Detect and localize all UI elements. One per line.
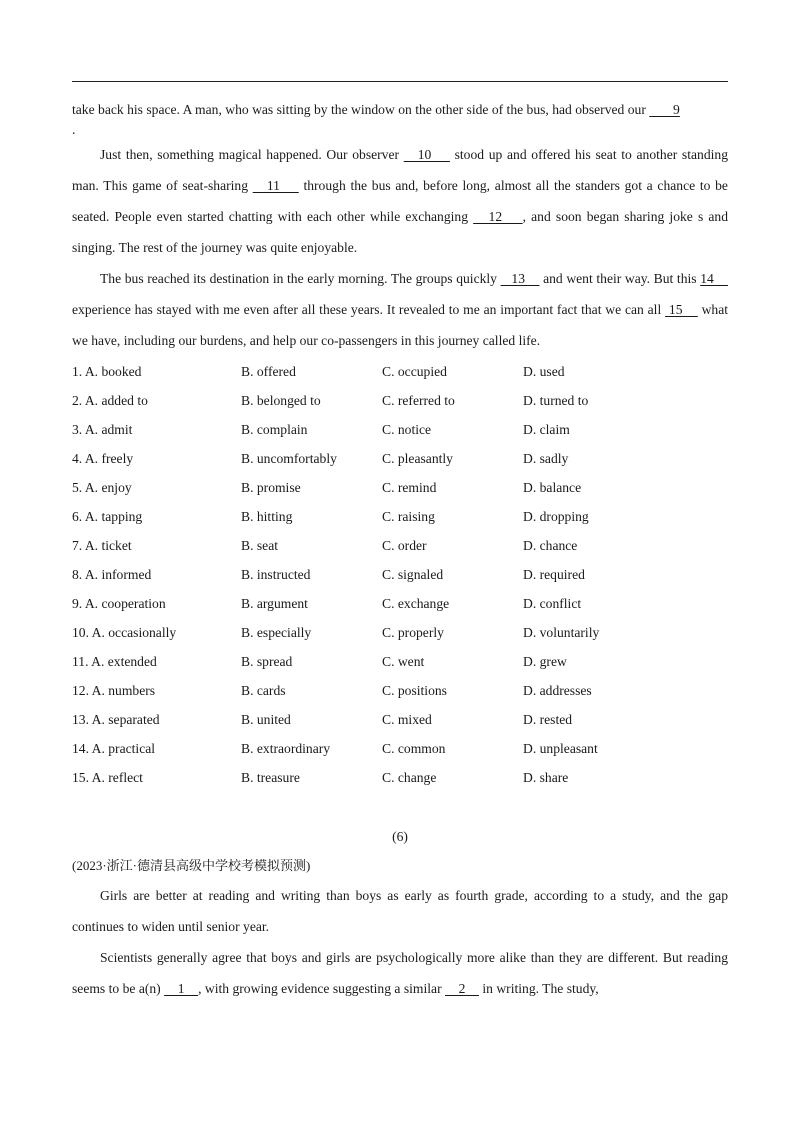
option-cell: D. voluntarily [523,624,600,640]
option-cell: B. extraordinary [241,740,331,756]
option-cell: C. referred to [382,392,455,408]
option-cell: 4. A. freely [72,450,134,466]
option-cell: D. rested [523,711,573,727]
option-row [72,444,683,473]
option-cell: C. order [382,537,427,553]
option-cell: D. share [523,769,569,785]
option-cell: C. went [382,653,425,669]
option-row [72,560,683,589]
option-row [72,531,683,560]
options-table [72,357,683,792]
option-cell: C. common [382,740,446,756]
section-number: (6) [392,829,408,844]
blank-9: 9 [649,102,680,117]
option-row [72,415,683,444]
option-cell: B. cards [241,682,286,698]
blank-14: 14 [700,271,729,286]
option-row [72,618,683,647]
blank-11: 11 [252,178,299,193]
option-row [72,589,683,618]
option-cell: 3. A. admit [72,421,133,437]
option-cell: B. argument [241,595,308,611]
passage-line-continued: take back his space. A man, who was sitting by the window on the other side of the bus, had observed our 9 [72,102,680,117]
option-cell: D. used [523,363,565,379]
option-cell: B. treasure [241,769,300,785]
option-row [72,473,683,502]
option-cell: D. dropping [523,508,589,524]
option-cell: 9. A. cooperation [72,595,166,611]
option-cell: D. unpleasant [523,740,598,756]
option-cell: C. remind [382,479,437,495]
option-cell: 10. A. occasionally [72,624,177,640]
option-cell: C. change [382,769,437,785]
option-cell: D. balance [523,479,582,495]
option-cell: C. raising [382,508,435,524]
option-cell: 7. A. ticket [72,537,132,553]
option-cell: D. grew [523,653,567,669]
option-cell: C. properly [382,624,444,640]
option-cell: D. sadly [523,450,569,466]
passage-paragraph-3: The bus reached its destination in the early morning. The groups quickly 13 and went their way. But this 14 experience has stayed with me even after all these years. It revealed to me an important fact that we can all 15 what we have, including our burdens, and help our co-passengers in this journey called life. [72,271,729,348]
option-cell: 6. A. tapping [72,508,143,524]
blank-10: 10 [403,147,450,162]
option-row [72,647,683,676]
option-cell: D. claim [523,421,570,437]
option-row [72,386,683,415]
section6-paragraph-1: Girls are better at reading and writing than boys as early as fourth grade, according to a study, and the gap continues to widen until senior year. [72,888,728,934]
option-cell: B. offered [241,363,296,379]
option-cell: D. chance [523,537,578,553]
option-row [72,357,683,386]
blank-1: 1 [164,981,199,996]
option-cell: C. exchange [382,595,450,611]
blank-13: 13 [500,271,540,286]
passage-paragraph-2: Just then, something magical happened. Our observer 10 stood up and offered his seat to another standing man. This game of seat-sharing 11 through the bus and, before long, almost all the standers got a chance to be seated. People even started chatting with each other while exchanging 12 , and soon began sharing joke s and singing. The rest of the journey was quite enjoyable. [72,147,728,255]
blank-12: 12 [473,209,523,224]
option-cell: 5. A. enjoy [72,479,132,495]
option-cell: 13. A. separated [72,711,160,727]
document-body [72,94,728,1004]
option-cell: B. hitting [241,508,293,524]
option-cell: B. especially [241,624,312,640]
option-cell: B. united [241,711,291,727]
option-cell: B. complain [241,421,308,437]
option-cell: 11. A. extended [72,653,157,669]
option-cell: B. promise [241,479,301,495]
source-citation: (2023·浙江·德清县高级中学校考模拟预测) [72,858,311,873]
option-cell: B. seat [241,537,278,553]
option-cell: 8. A. informed [72,566,152,582]
option-cell: B. uncomfortably [241,450,337,466]
option-cell: D. turned to [523,392,589,408]
option-cell: 14. A. practical [72,740,156,756]
option-cell: C. positions [382,682,447,698]
header-rule [72,81,728,82]
option-cell: 2. A. added to [72,392,148,408]
blank-2: 2 [445,981,479,996]
option-cell: 12. A. numbers [72,682,156,698]
option-cell: B. instructed [241,566,311,582]
option-row [72,705,683,734]
option-cell: D. addresses [523,682,592,698]
option-cell: 1. A. booked [72,363,142,379]
option-cell: D. conflict [523,595,582,611]
option-row [72,676,683,705]
option-cell: C. pleasantly [382,450,453,466]
option-cell: C. signaled [382,566,444,582]
option-cell: D. required [523,566,585,582]
option-cell: C. mixed [382,711,432,727]
stray-period: . [72,122,76,137]
option-row [72,763,683,792]
option-cell: 15. A. reflect [72,769,143,785]
option-cell: B. spread [241,653,293,669]
option-row [72,734,683,763]
option-cell: B. belonged to [241,392,321,408]
blank-15: 15 [668,302,698,317]
option-cell: C. occupied [382,363,447,379]
option-row [72,502,683,531]
option-cell: C. notice [382,421,432,437]
section6-paragraph-2: Scientists generally agree that boys and girls are psychologically more alike than they are different. But reading seems to be a(n) 1 , with growing evidence suggesting a similar 2 in writing. The study, [72,950,728,996]
